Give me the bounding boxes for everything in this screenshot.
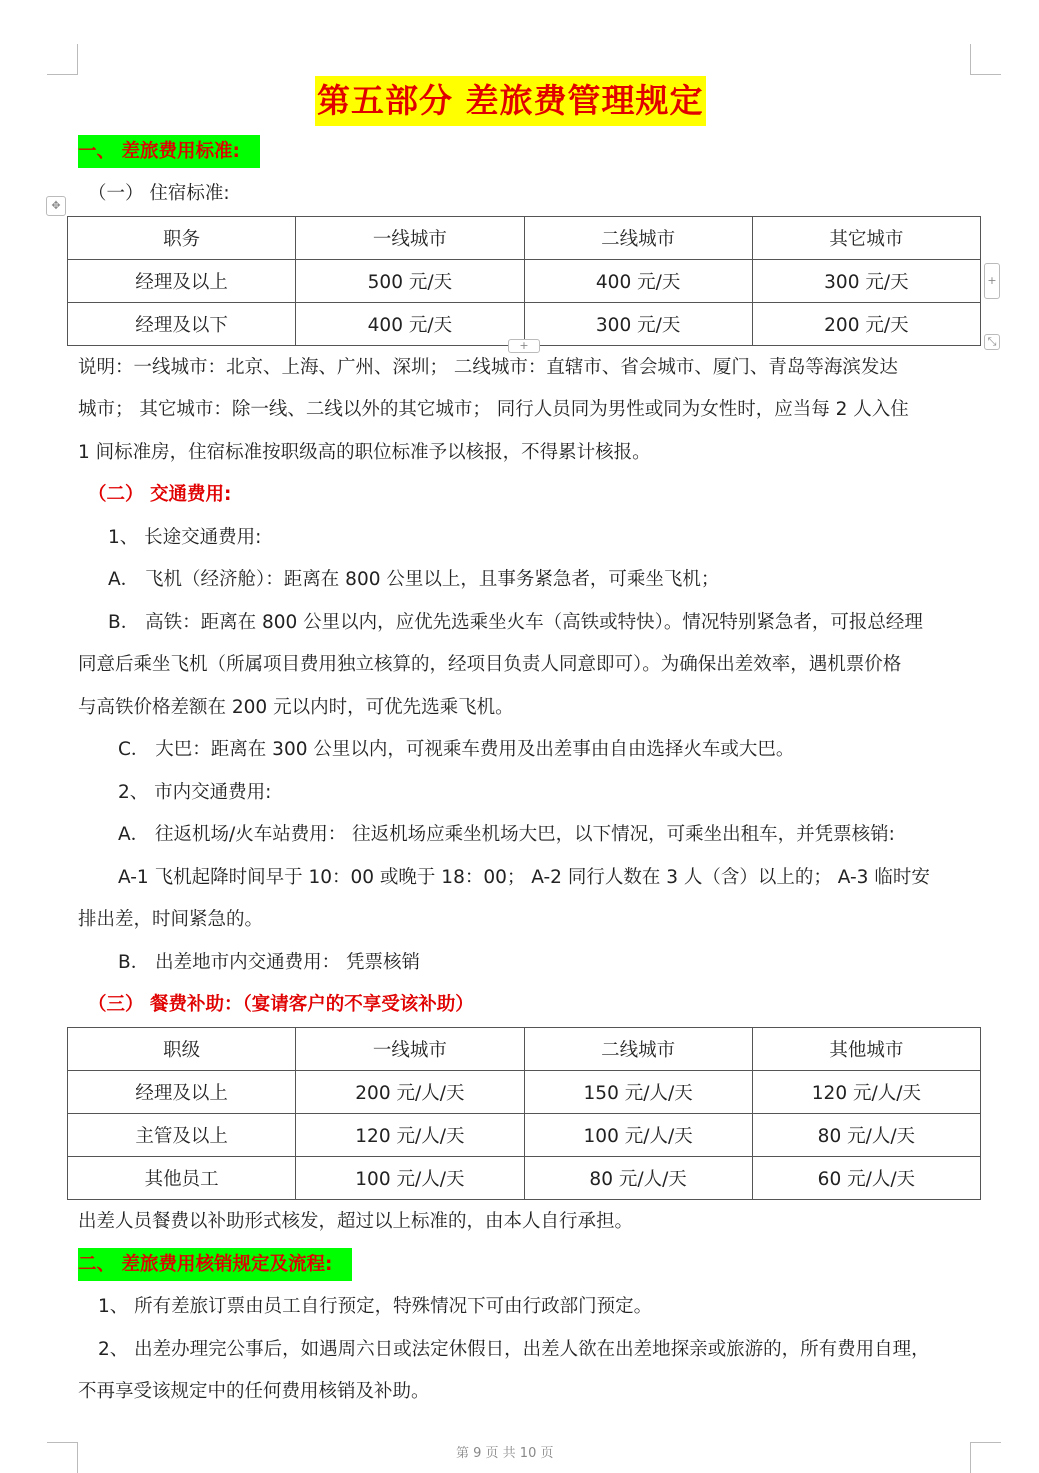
transport-line: 2、 市内交通费用:: [118, 782, 272, 803]
meal-subheading: （三） 餐费补助：（宴请客户的不享受该补助）: [88, 994, 474, 1015]
table-header-cell: 一线城市: [296, 1028, 524, 1071]
table-move-handle-icon[interactable]: ✥: [46, 196, 66, 216]
table-row: [68, 1071, 981, 1114]
table-row: [68, 1157, 981, 1200]
table-cell: 经理及以上: [68, 260, 296, 303]
table-cell: 80 元/人/天: [524, 1157, 752, 1200]
margin-mark: [970, 1442, 1001, 1473]
margin-mark: [47, 44, 78, 75]
transport-line: A． 往返机场/火车站费用： 往返机场应乘坐机场大巴，以下情况，可乘坐出租车，并凭票核销:: [118, 824, 895, 845]
table-cell: 150 元/人/天: [524, 1071, 752, 1114]
meal-table: [67, 1027, 981, 1200]
margin-mark: [47, 1442, 78, 1473]
section2-line: 不再享受该规定中的任何费用核销及补助。: [78, 1381, 430, 1402]
transport-line: 排出差，时间紧急的。: [78, 909, 264, 930]
transport-line: B． 高铁：距离在 800 公里以内，应优先选乘坐火车（高铁或特快）。情况特别紧急者，可报总经理: [108, 612, 923, 633]
table-cell: 300 元/天: [524, 303, 752, 346]
transport-line: C． 大巴：距离在 300 公里以内，可视乘车费用及出差事由自由选择火车或大巴。: [118, 739, 795, 760]
section2-line: 2、 出差办理完公事后，如遇周六日或法定休假日，出差人欲在出差地探亲或旅游的，所有费用自理，: [98, 1339, 930, 1360]
lodging-note: 城市； 其它城市：除一线、二线以外的其它城市； 同行人员同为男性或同为女性时，应当每 2 人入住: [78, 399, 909, 420]
table-cell: 经理及以下: [68, 303, 296, 346]
lodging-note: 1 间标准房，住宿标准按职级高的职位标准予以核报，不得累计核报。: [78, 442, 651, 463]
table-header-cell: 二线城市: [524, 1028, 752, 1071]
transport-subheading: （二） 交通费用:: [88, 484, 232, 505]
table-cell: 120 元/人/天: [296, 1114, 524, 1157]
table-cell: 200 元/天: [752, 303, 980, 346]
table-header-row: [68, 217, 981, 260]
table-cell: 60 元/人/天: [752, 1157, 980, 1200]
table-cell: 200 元/人/天: [296, 1071, 524, 1114]
lodging-note: 说明：一线城市：北京、上海、广州、深圳； 二线城市：直辖市、省会城市、厦门、青岛等海滨发达: [78, 357, 898, 378]
section1-heading: 一、 差旅费用标准:: [78, 140, 260, 164]
table-row: [68, 260, 981, 303]
table-cell: 80 元/人/天: [752, 1114, 980, 1157]
meal-note: 出差人员餐费以补助形式核发，超过以上标准的，由本人自行承担。: [78, 1211, 634, 1232]
table-header-cell: 一线城市: [296, 217, 524, 260]
transport-line: B． 出差地市内交通费用： 凭票核销: [118, 952, 420, 973]
table-cell: 其他员工: [68, 1157, 296, 1200]
table-row: [68, 1114, 981, 1157]
section2-heading: 二、 差旅费用核销规定及流程:: [78, 1253, 352, 1277]
table-cell: 主管及以上: [68, 1114, 296, 1157]
table-resize-handle-icon[interactable]: ⤡: [984, 334, 1000, 350]
table-cell: 100 元/人/天: [296, 1157, 524, 1200]
table-cell: 经理及以上: [68, 1071, 296, 1114]
table-header-cell: 其它城市: [752, 217, 980, 260]
table-cell: 300 元/天: [752, 260, 980, 303]
transport-line: A． 飞机（经济舱）：距离在 800 公里以上，且事务紧急者，可乘坐飞机；: [108, 569, 720, 590]
transport-line: 同意后乘坐飞机（所属项目费用独立核算的，经项目负责人同意即可）。为确保出差效率，遇机票价格: [78, 654, 902, 675]
table-cell: 400 元/天: [296, 303, 524, 346]
margin-mark: [970, 44, 1001, 75]
table-cell: 120 元/人/天: [752, 1071, 980, 1114]
table-cell: 400 元/天: [524, 260, 752, 303]
table-header-cell: 职务: [68, 217, 296, 260]
lodging-subheading: （一） 住宿标准:: [88, 183, 230, 204]
table-cell: 100 元/人/天: [524, 1114, 752, 1157]
page-footer: 第 9 页 共 10 页: [456, 1446, 554, 1461]
section2-line: 1、 所有差旅订票由员工自行预定，特殊情况下可由行政部门预定。: [98, 1296, 653, 1317]
transport-line: 与高铁价格差额在 200 元以内时，可优先选乘飞机。: [78, 697, 514, 718]
table-header-cell: 其他城市: [752, 1028, 980, 1071]
add-row-button[interactable]: +: [508, 339, 540, 353]
page-title: 第五部分 差旅费管理规定: [315, 76, 706, 126]
transport-line: 1、 长途交通费用:: [108, 527, 262, 548]
add-column-button[interactable]: +: [984, 263, 1000, 299]
lodging-table: [67, 216, 981, 346]
table-header-row: [68, 1028, 981, 1071]
table-header-cell: 二线城市: [524, 217, 752, 260]
table-header-cell: 职级: [68, 1028, 296, 1071]
table-cell: 500 元/天: [296, 260, 524, 303]
transport-line: A-1 飞机起降时间早于 10：00 或晚于 18：00； A-2 同行人数在 3 人（含）以上的； A-3 临时安: [118, 867, 930, 888]
